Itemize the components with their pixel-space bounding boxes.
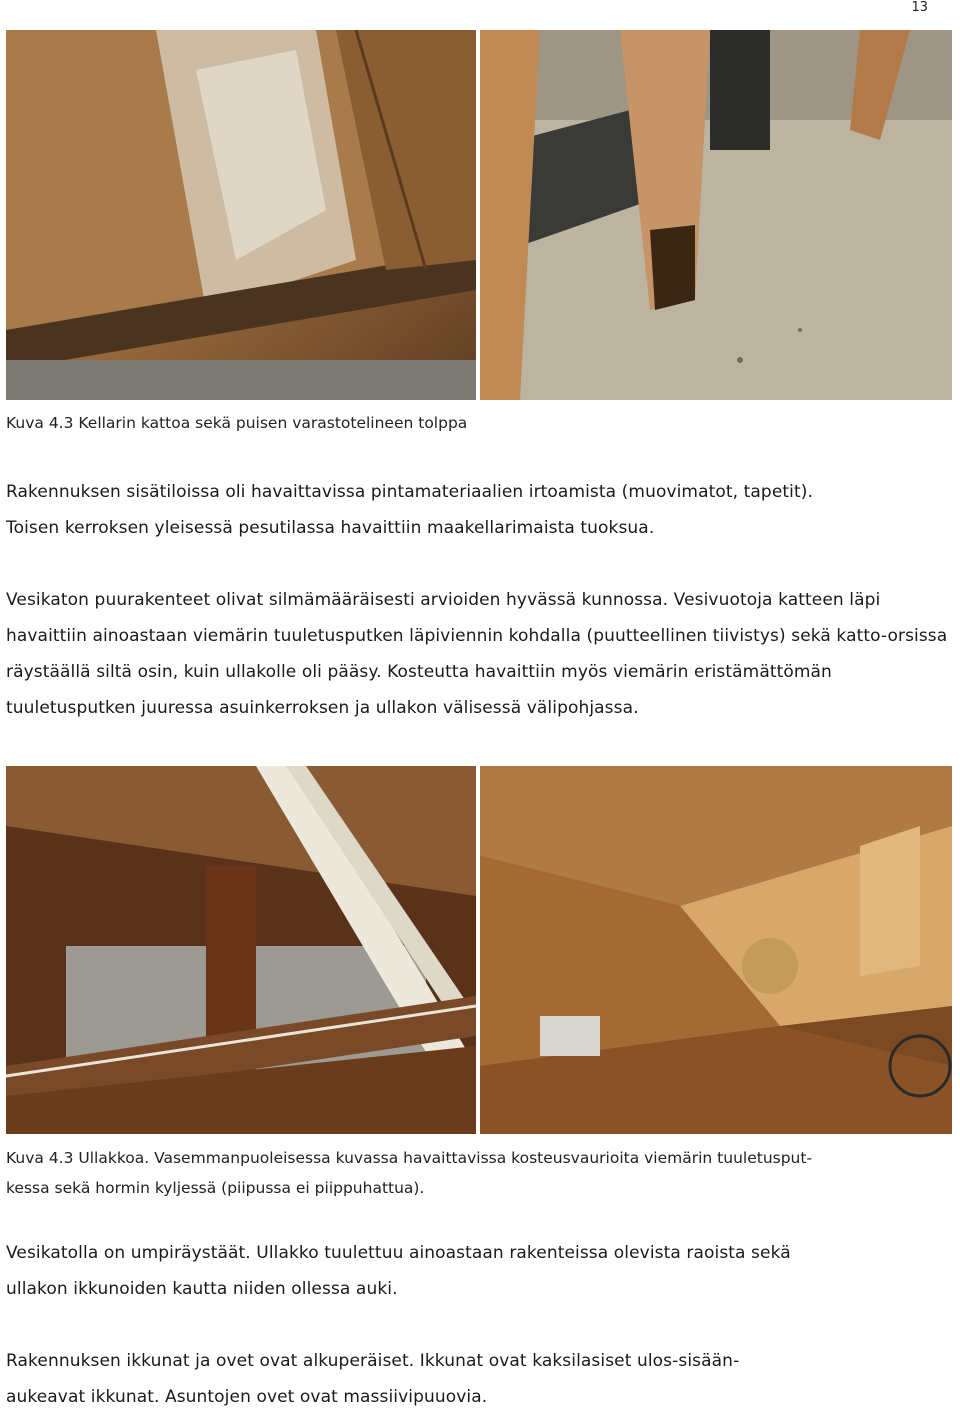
attic-pipe-photo: [6, 766, 476, 1134]
basement-ceiling-image: [6, 30, 476, 400]
attic-interior-image: [480, 766, 952, 1134]
figure1-caption: Kuva 4.3 Kellarin kattoa sekä puisen varastotelineen tolppa: [6, 414, 468, 432]
paragraph-eaves-line2: ullakon ikkunoiden kautta niiden ollessa auki.: [6, 1279, 398, 1299]
paragraph-interior: [6, 474, 952, 546]
paragraph-eaves-line1: Vesikatolla on umpiräystäät. Ullakko tuulettuu ainoastaan rakenteissa olevista raoista sekä: [6, 1243, 791, 1263]
page-number: 13: [911, 0, 928, 15]
paragraph-interior-line1: Rakennuksen sisätiloissa oli havaittavissa pintamateriaalien irtoamista (muovimatot, tapetit).: [6, 482, 813, 502]
basement-ceiling-photo: [6, 30, 476, 400]
figure2-caption: [6, 1143, 946, 1203]
paragraph-windows-doors-line2: aukeavat ikkunat. Asuntojen ovet ovat massiivipuuovia.: [6, 1387, 488, 1407]
storage-post-image: [480, 30, 952, 400]
paragraph-windows-doors: [6, 1343, 952, 1415]
paragraph-eaves: [6, 1235, 952, 1307]
attic-interior-photo: [480, 766, 952, 1134]
figure2-caption-line1: Kuva 4.3 Ullakkoa. Vasemmanpuoleisessa kuvassa havaittavissa kosteusvaurioita viemärin tuuletusput-: [6, 1149, 813, 1167]
paragraph-roof-structure: [6, 582, 952, 726]
storage-post-photo: [480, 30, 952, 400]
paragraph-roof-structure-text: Vesikaton puurakenteet olivat silmämääräisesti arvioiden hyvässä kunnossa. Vesivuotoja katteen läpi havaittiin ainoastaan viemärin tuuletusputken läpiviennin kohdalla (puutteellinen tiivistys) sekä katto-orsissa räystäällä siltä osin, kuin ullakolle oli pääsy. Kosteutta havaittiin myös viemärin eristämättömän tuuletusputken juuressa asuinkerroksen ja ullakon välisessä välipohjassa.: [6, 590, 948, 718]
paragraph-windows-doors-line1: Rakennuksen ikkunat ja ovet ovat alkuperäiset. Ikkunat ovat kaksilasiset ulos-sisään-: [6, 1351, 740, 1371]
figure2-caption-line2: kessa sekä hormin kyljessä (piipussa ei piippuhattua).: [6, 1179, 425, 1197]
attic-pipe-image: [6, 766, 476, 1134]
paragraph-interior-line2: Toisen kerroksen yleisessä pesutilassa havaittiin maakellarimaista tuoksua.: [6, 518, 655, 538]
